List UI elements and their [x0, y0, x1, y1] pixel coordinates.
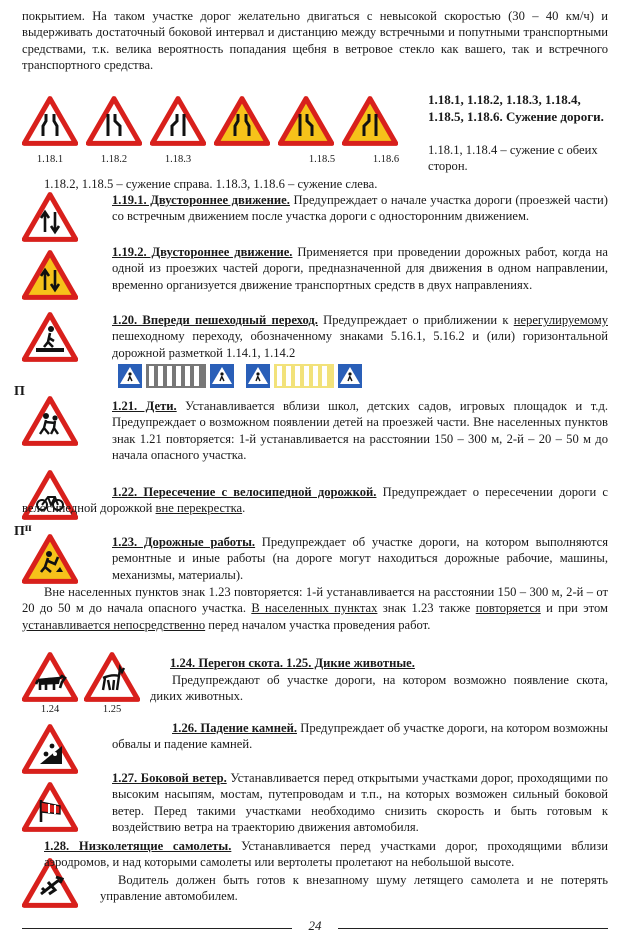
section-1-21-body: Устанавливается вблизи школ, детских садов, игровых площадок и т.д. Предупреждает о возможном появлении детей на проезжей части. Вне населенных пунктов знак 1.21 повторяется: 1-й устанавливается на расстоянии 150 – 300 м, 2-й – 20 – 50 м до начала опасного участка.: [112, 399, 608, 463]
sign-5-16-2b-icon: [338, 364, 362, 388]
section-1-19-1-title: 1.19.1. Двустороннее движение.: [112, 193, 290, 207]
caption-1-18-3: 1.18.3: [164, 154, 192, 165]
section-1-23-p2-b: знак 1.23 также: [377, 601, 476, 616]
caption-1-18-6: 1.18.6: [372, 154, 400, 165]
section-1-23-p2-a: Вне населенных пунктов знак 1.23 повторяется: 1-й устанавливается на расстоянии 150 – 300 м, 2-й – от 20 до 50 м до начала опасного участка.: [22, 585, 608, 616]
plate-mark-p: П: [14, 384, 25, 399]
caption-1-18-1: 1.18.1: [36, 154, 64, 165]
section-1-28-body2: Водитель должен быть готов к внезапному шуму летящего самолета и не потерять управление автомобилем.: [100, 873, 608, 904]
section-1-23-title: 1.23. Дорожные работы.: [112, 535, 256, 549]
section-1-20-body-a: Предупреждает о приближении к: [317, 313, 514, 327]
section-1-27-title: 1.27. Боковой ветер.: [112, 771, 227, 785]
section-1-22-body-b: .: [242, 501, 246, 516]
section-1-26: [112, 720, 608, 753]
section-1-24-title: 1.24. Перегон скота. 1.25. Дикие животные.: [170, 656, 415, 670]
section-1-27-body: Устанавливается перед открытыми участками дорог, проходящими по высоким насыпям, мостам, путепроводам и т.п., на которых возможен сильный боковой ветер. Перед такими участками необходимо снизить скорость и быть готовым к воздействию ветра на траекторию движения автомобиля.: [112, 771, 608, 835]
section-1-23-p2-directly: устанавливается непосредственно: [22, 617, 206, 632]
section-1-26-body: Предупреждает об участке дороги, на котором возможны обвалы и падение камней.: [112, 721, 608, 752]
sign-1-18-4-icon: [214, 96, 270, 146]
section-1-23-para2: [22, 584, 608, 633]
sign-1-25-icon: [84, 652, 140, 702]
section-1-21: [112, 398, 608, 464]
section-1-19-2-title: 1.19.2. Двустороннее движение.: [112, 245, 293, 259]
section-1-20-title: 1.20. Впереди пешеходный переход.: [112, 313, 318, 327]
sign-1-23-icon: [22, 534, 78, 584]
section-1-20-body-b: пешеходному переходу, обозначенному знаками 5.16.1, 5.16.2 и (или) горизонтальной дорожной разметкой 1.14.1, 1.14.2: [112, 329, 608, 360]
section-1-19-2-body: Применяется при проведении дорожных работ, когда на одной из проезжих частей дороги, предназначенной для движения в одном направлении, временно организуется движение транспортных средств в двух направлениях.: [112, 245, 609, 292]
footer-rule-right: [338, 928, 608, 929]
section-1-18-body2: 1.18.2, 1.18.5 – сужение справа. 1.18.3, 1.18.6 – сужение слева.: [44, 177, 378, 191]
sign-1-19-1-icon: [22, 192, 78, 242]
section-1-27: [112, 770, 608, 836]
intro-paragraph: покрытием. На таком участке дорог желательно двигаться с невысокой скоростью (30 – 40 км/ч) и выдерживать достаточный боковой интервал и дистанцию между встречными и попутными транспортными средствами, т.к. велика вероятность попадания щебня в ветровое стекло как вашего, так и встречного транспортного средства.: [22, 9, 608, 73]
caption-1-18-2: 1.18.2: [100, 154, 128, 165]
caption-1-24: 1.24: [40, 704, 60, 715]
caption-1-18-5: 1.18.5: [308, 154, 336, 165]
section-1-18-title: 1.18.1, 1.18.2, 1.18.3, 1.18.4, 1.18.5, 1.18.6. Сужение дороги.: [428, 92, 604, 124]
section-1-28-body: Устанавливается перед участками дорог, проходящими вблизи аэродромов, и над которыми самолеты или вертолеты пролетают на небольшой высоте.: [44, 839, 608, 870]
section-1-28-title: 1.28. Низколетящие самолеты.: [44, 839, 232, 853]
section-1-22-title: 1.22. Пересечение с велосипедной дорожкой.: [112, 485, 377, 499]
section-1-21-title: 1.21. Дети.: [112, 399, 177, 413]
narrowing-signs-row: [22, 96, 422, 174]
crosswalk-marking-yellow-icon: [274, 364, 334, 388]
section-1-23: [112, 534, 608, 583]
section-1-22: [22, 484, 608, 517]
section-1-23-p2-d: перед началом участка проведения работ.: [205, 617, 431, 632]
sign-1-20-icon: [22, 312, 78, 362]
sign-1-18-3-icon: [150, 96, 206, 146]
sign-5-16-2-icon: [210, 364, 234, 388]
section-1-23-body: Предупреждает об участке дороги, на котором выполняются ремонтные и иные работы (на дороге могут находиться дорожные рабочие, машины, механизмы, материалы).: [112, 535, 608, 582]
footer-rule-left: [22, 928, 292, 929]
section-1-22-body-a: Предупреждает о пересечении дороги с велосипедной дорожкой: [22, 485, 608, 516]
section-1-20-unregulated: нерегулируемому: [513, 313, 608, 327]
sign-5-16-1-icon: [118, 364, 142, 388]
sign-1-18-1-icon: [22, 96, 78, 146]
page-footer: [22, 920, 608, 936]
section-1-26-title: 1.26. Падение камней.: [172, 721, 297, 735]
sign-1-19-2-icon: [22, 250, 78, 300]
section-1-19-1: [112, 192, 608, 225]
caption-1-25: 1.25: [102, 704, 122, 715]
sign-1-21-icon: [22, 396, 78, 446]
sign-1-26-icon: [22, 724, 78, 774]
sign-1-18-6-icon: [342, 96, 398, 146]
plate-mark-pii: Пᴵᴵ: [14, 524, 32, 539]
crosswalk-signs-row: [118, 364, 368, 390]
section-1-23-p2-c: и при этом: [540, 601, 609, 616]
section-1-19-1-body: Предупреждает о начале участка дороги (проезжей части) со встречным движением после участка дороги с односторонним движением.: [112, 193, 608, 224]
section-1-19-2: [112, 244, 608, 293]
sign-5-16-1b-icon: [246, 364, 270, 388]
sign-1-18-2-icon: [86, 96, 142, 146]
section-1-23-p2-in-towns: В населенных пунктах: [251, 601, 378, 616]
section-1-24-body: Предупреждают об участке дороги, на котором возможно появление скота, диких животных.: [150, 673, 608, 704]
sign-1-27-icon: [22, 782, 78, 832]
crosswalk-marking-white-icon: [146, 364, 206, 388]
sign-1-24-icon: [22, 652, 78, 702]
section-1-18-body1: 1.18.1, 1.18.4 – сужение с обеих сторон.: [428, 143, 598, 174]
section-1-23-p2-repeats: повторяется: [475, 601, 541, 616]
section-1-20: [112, 312, 608, 361]
section-1-22-outside-intersection: вне перекрестка: [155, 501, 243, 516]
sign-1-18-5-icon: [278, 96, 334, 146]
page-number: 24: [308, 918, 322, 933]
section-1-28: [44, 838, 608, 871]
